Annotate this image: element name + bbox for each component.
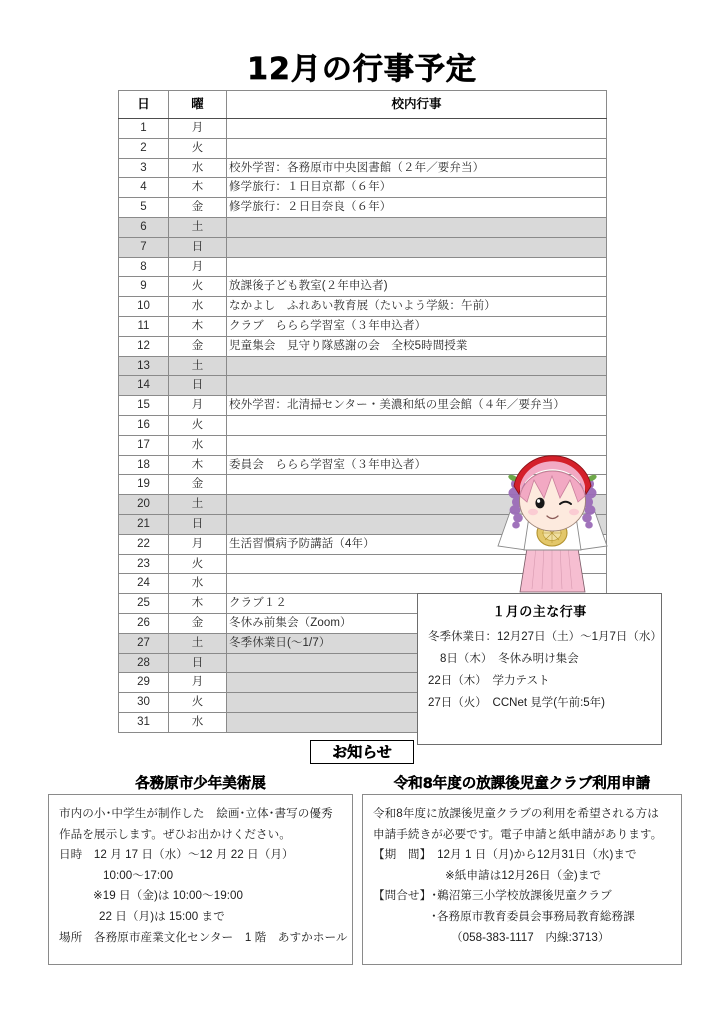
cell-day: 16	[119, 415, 169, 435]
cell-event: クラブ ららら学習室（３年申込者）	[227, 316, 607, 336]
cell-event	[227, 119, 607, 139]
notice-right-line-4: ※紙申請は12月26日（金)まで	[445, 868, 602, 882]
cell-weekday: 土	[169, 495, 227, 515]
notice-left-box	[48, 794, 353, 965]
table-row	[119, 415, 607, 435]
cell-weekday: 水	[169, 712, 227, 732]
cell-day: 15	[119, 396, 169, 416]
notice-right-heading: 令和8年度の放課後児童クラブ利用申請	[393, 776, 651, 792]
table-row	[119, 158, 607, 178]
cell-event: 放課後子ども教室(２年申込者)	[227, 277, 607, 297]
notice-right-line-3: 【期 間】 12月 1 日（月)から12月31日（水)まで	[373, 848, 637, 862]
cell-weekday: 土	[169, 633, 227, 653]
cell-weekday: 火	[169, 554, 227, 574]
col-header-day: 日	[119, 91, 169, 119]
notice-left-line-4: 10:00〜17:00	[103, 868, 174, 882]
cell-event: 生活習慣病予防講話（4年）	[227, 534, 607, 554]
cell-day: 4	[119, 178, 169, 198]
cell-event: 修学旅行：２日目奈良（６年）	[227, 198, 607, 218]
notice-left-line-1: 市内の小･中学生が制作した 絵画･立体･書写の優秀	[59, 807, 333, 820]
cell-day: 18	[119, 455, 169, 475]
table-row	[119, 356, 607, 376]
cell-event: なかよし ふれあい教育展（たいよう学級：午前）	[227, 297, 607, 317]
cell-day: 11	[119, 316, 169, 336]
cell-day: 1	[119, 119, 169, 139]
cell-weekday: 木	[169, 178, 227, 198]
table-row	[119, 277, 607, 297]
notice-left-line-6: 22 日（月)は 15:00 まで	[99, 909, 225, 923]
cell-weekday: 月	[169, 673, 227, 693]
cell-day: 5	[119, 198, 169, 218]
notice-right-box	[362, 794, 682, 965]
cell-weekday: 月	[169, 396, 227, 416]
cell-day: 30	[119, 693, 169, 713]
cell-day: 10	[119, 297, 169, 317]
table-row	[119, 297, 607, 317]
notice-right-line-1: 令和8年度に放課後児童クラブの利用を希望される方は	[373, 807, 659, 820]
table-row	[119, 198, 607, 218]
cell-day: 7	[119, 237, 169, 257]
notice-right-line-6: ･各務原市教育委員会事務局教育総務課	[431, 909, 635, 923]
cell-weekday: 金	[169, 336, 227, 356]
cell-day: 28	[119, 653, 169, 673]
cell-weekday: 火	[169, 277, 227, 297]
cell-weekday: 水	[169, 297, 227, 317]
cell-weekday: 木	[169, 594, 227, 614]
cell-weekday: 土	[169, 356, 227, 376]
cell-event	[227, 237, 607, 257]
notice-left-line-2: 作品を展示します。ぜひお出かけください。	[59, 827, 291, 841]
cell-event	[227, 217, 607, 237]
table-row	[119, 237, 607, 257]
notice-left-line-3: 日時 12 月 17 日（水）〜12 月 22 日（月）	[59, 848, 294, 862]
table-row	[119, 119, 607, 139]
cell-day: 17	[119, 435, 169, 455]
cell-weekday: 月	[169, 257, 227, 277]
cell-event: クラブ１２	[227, 594, 607, 614]
cell-weekday: 金	[169, 613, 227, 633]
cell-day: 26	[119, 613, 169, 633]
cell-day: 22	[119, 534, 169, 554]
notice-right-line-2: 申請手続きが必要です。電子申請と紙申請があります。	[373, 827, 663, 841]
cell-day: 13	[119, 356, 169, 376]
cell-day: 2	[119, 138, 169, 158]
cell-day: 9	[119, 277, 169, 297]
notice-left-line-7: 場所 各務原市産業文化センター 1 階 あすかホール	[59, 930, 348, 944]
cell-day: 24	[119, 574, 169, 594]
notice-right-line-5: 【問合せ】･鵜沼第三小学校放課後児童クラブ	[373, 889, 612, 903]
january-line-2: 8日（木） 冬休み明け集会	[440, 653, 579, 666]
cell-day: 21	[119, 514, 169, 534]
cell-weekday: 日	[169, 653, 227, 673]
cell-day: 31	[119, 712, 169, 732]
cell-weekday: 水	[169, 435, 227, 455]
cell-day: 25	[119, 594, 169, 614]
calendar-header	[119, 91, 607, 119]
col-header-weekday: 曜	[169, 91, 227, 119]
cell-weekday: 火	[169, 138, 227, 158]
japanese-doll-illustration	[490, 446, 615, 598]
oshirase-header: お知らせ	[310, 740, 414, 764]
cell-weekday: 日	[169, 514, 227, 534]
cell-weekday: 金	[169, 475, 227, 495]
table-row	[119, 376, 607, 396]
cell-weekday: 日	[169, 237, 227, 257]
january-box-title: １月の主な行事	[492, 604, 587, 619]
cell-event	[227, 257, 607, 277]
cell-weekday: 水	[169, 574, 227, 594]
cell-weekday: 水	[169, 158, 227, 178]
calendar-header-row	[119, 91, 607, 119]
page-title: 12月の行事予定	[247, 52, 477, 87]
january-events-box	[417, 593, 662, 745]
cell-event	[227, 138, 607, 158]
cell-weekday: 日	[169, 376, 227, 396]
cell-weekday: 月	[169, 534, 227, 554]
cell-event	[227, 356, 607, 376]
cell-event: 委員会 ららら学習室（３年申込者）	[227, 455, 607, 475]
cell-event: 冬休み前集会（Zoom）	[227, 613, 607, 633]
table-row	[119, 396, 607, 416]
table-row	[119, 257, 607, 277]
january-line-4: 27日（火） CCNet 見学(午前:5年)	[428, 697, 605, 710]
cell-event: 校外学習：北清掃センター・美濃和紙の里会館（４年／要弁当）	[227, 396, 607, 416]
cell-day: 29	[119, 673, 169, 693]
cell-day: 6	[119, 217, 169, 237]
cell-day: 3	[119, 158, 169, 178]
cell-day: 20	[119, 495, 169, 515]
table-row	[119, 138, 607, 158]
cell-weekday: 木	[169, 455, 227, 475]
table-row	[119, 336, 607, 356]
cell-day: 8	[119, 257, 169, 277]
cell-event	[227, 376, 607, 396]
cell-day: 14	[119, 376, 169, 396]
cell-event	[227, 415, 607, 435]
cell-day: 19	[119, 475, 169, 495]
cell-weekday: 火	[169, 693, 227, 713]
notice-left-line-5: ※19 日（金)は 10:00〜19:00	[93, 889, 243, 903]
cell-weekday: 金	[169, 198, 227, 218]
january-line-3: 22日（木） 学力テスト	[428, 675, 550, 688]
cell-day: 27	[119, 633, 169, 653]
cell-event: 児童集会 見守り隊感謝の会 全校5時間授業	[227, 336, 607, 356]
january-line-1: 冬季休業日：12月27日（土）〜1月7日（水）	[428, 631, 662, 643]
table-row	[119, 178, 607, 198]
table-row	[119, 217, 607, 237]
table-row	[119, 316, 607, 336]
cell-event: 冬季休業日(〜1/7）	[227, 633, 607, 653]
cell-day: 12	[119, 336, 169, 356]
notice-left-heading: 各務原市少年美術展	[135, 776, 266, 792]
cell-event: 校外学習：各務原市中央図書館（２年／要弁当）	[227, 158, 607, 178]
cell-day: 23	[119, 554, 169, 574]
cell-weekday: 土	[169, 217, 227, 237]
cell-weekday: 木	[169, 316, 227, 336]
cell-weekday: 火	[169, 415, 227, 435]
notice-right-line-7: （058-383-1117 内線:3713）	[451, 930, 610, 944]
cell-event: 修学旅行：１日目京都（６年）	[227, 178, 607, 198]
cell-weekday: 月	[169, 119, 227, 139]
col-header-event: 校内行事	[227, 91, 607, 119]
